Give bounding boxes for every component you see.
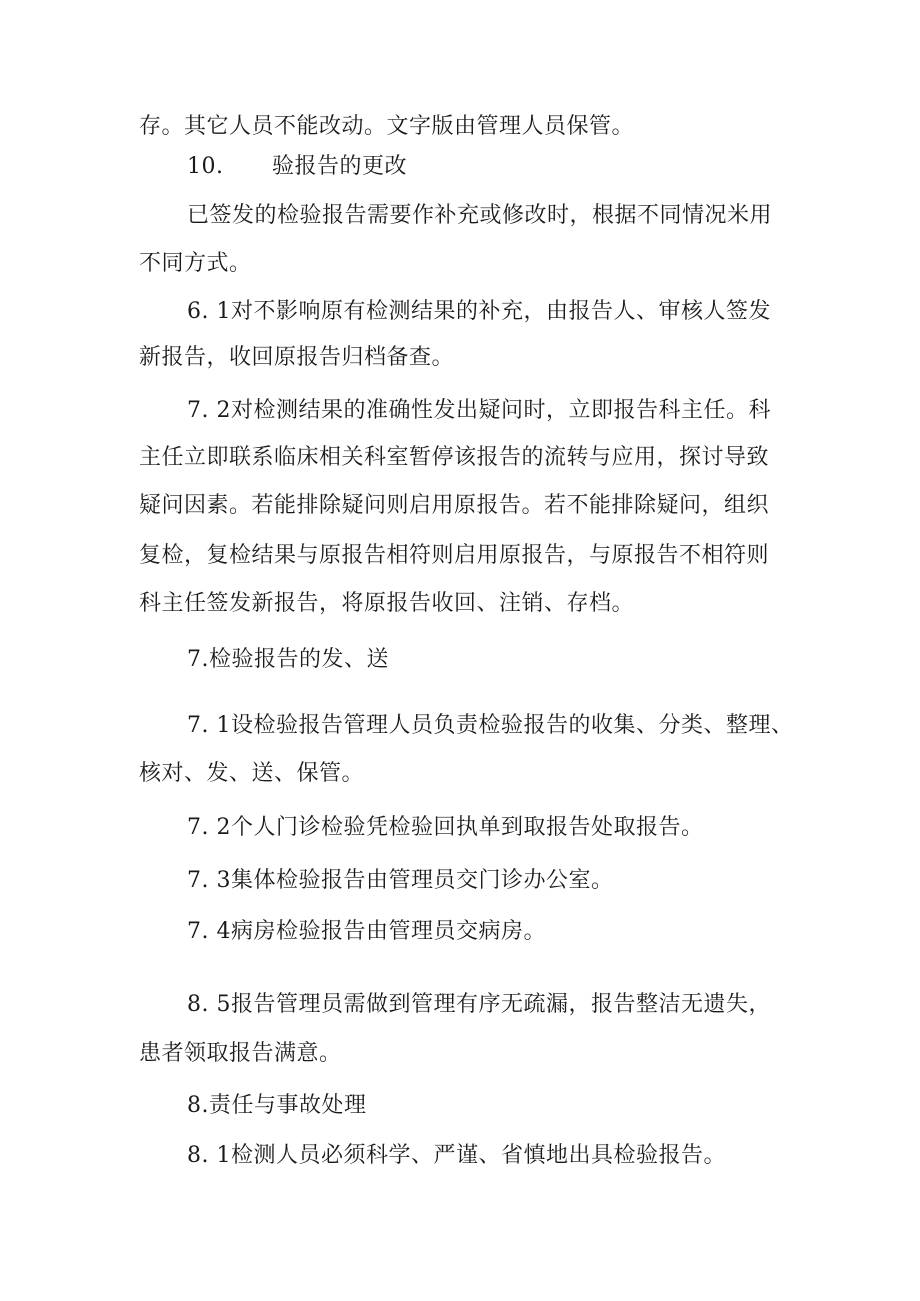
paragraph-line: 已签发的检验报告需要作补充或修改时，根据不同情况米用 [187,203,773,228]
paragraph-line: 疑问因素。若能排除疑问则启用原报告。若不能排除疑问，组织 [139,493,770,518]
paragraph-line: 患者领取报告满意。 [139,1041,342,1066]
section-heading: 8.责任与事故处理 [187,1093,367,1118]
paragraph-line: 存。其它人员不能改动。文字版由管理人员保管。 [139,114,635,139]
paragraph-line: 科主任签发新报告，将原报告收回、注销、存档。 [139,591,635,616]
paragraph-line: 6. 1对不影响原有检测结果的补充，由报告人、审核人签发 [187,299,771,324]
paragraph-line: 核对、发、送、保管。 [139,761,365,786]
section-number: 10. [187,154,224,179]
paragraph-line: 主任立即联系临床相关科室暂停该报告的流转与应用，探讨导致 [139,445,770,470]
paragraph-line: 7. 1设检验报告管理人员负责检验报告的收集、分类、整理、 [187,713,794,738]
section-heading: 验报告的更改 [272,154,408,179]
paragraph-line: 7. 3集体检验报告由管理员交门诊办公室。 [187,868,614,893]
section-heading: 7.检验报告的发、送 [187,647,389,672]
paragraph-line: 复检，复检结果与原报告相符则启用原报告，与原报告不相符则 [139,543,770,568]
paragraph-line: 7. 2对检测结果的准确性发出疑问时，立即报告科主任。科 [187,398,771,423]
paragraph-line: 新报告，收回原报告归档备查。 [139,345,455,370]
paragraph-line: 8. 1检测人员必须科学、严谨、省慎地出具检验报告。 [187,1143,726,1168]
paragraph-line: 8. 5报告管理员需做到管理有序无疏漏，报告整洁无遗失， [187,992,771,1017]
paragraph-line: 不同方式。 [139,251,252,276]
paragraph-line: 7. 2个人门诊检验凭检验回执单到取报告处取报告。 [187,815,704,840]
paragraph-line: 7. 4病房检验报告由管理员交病房。 [187,919,546,944]
